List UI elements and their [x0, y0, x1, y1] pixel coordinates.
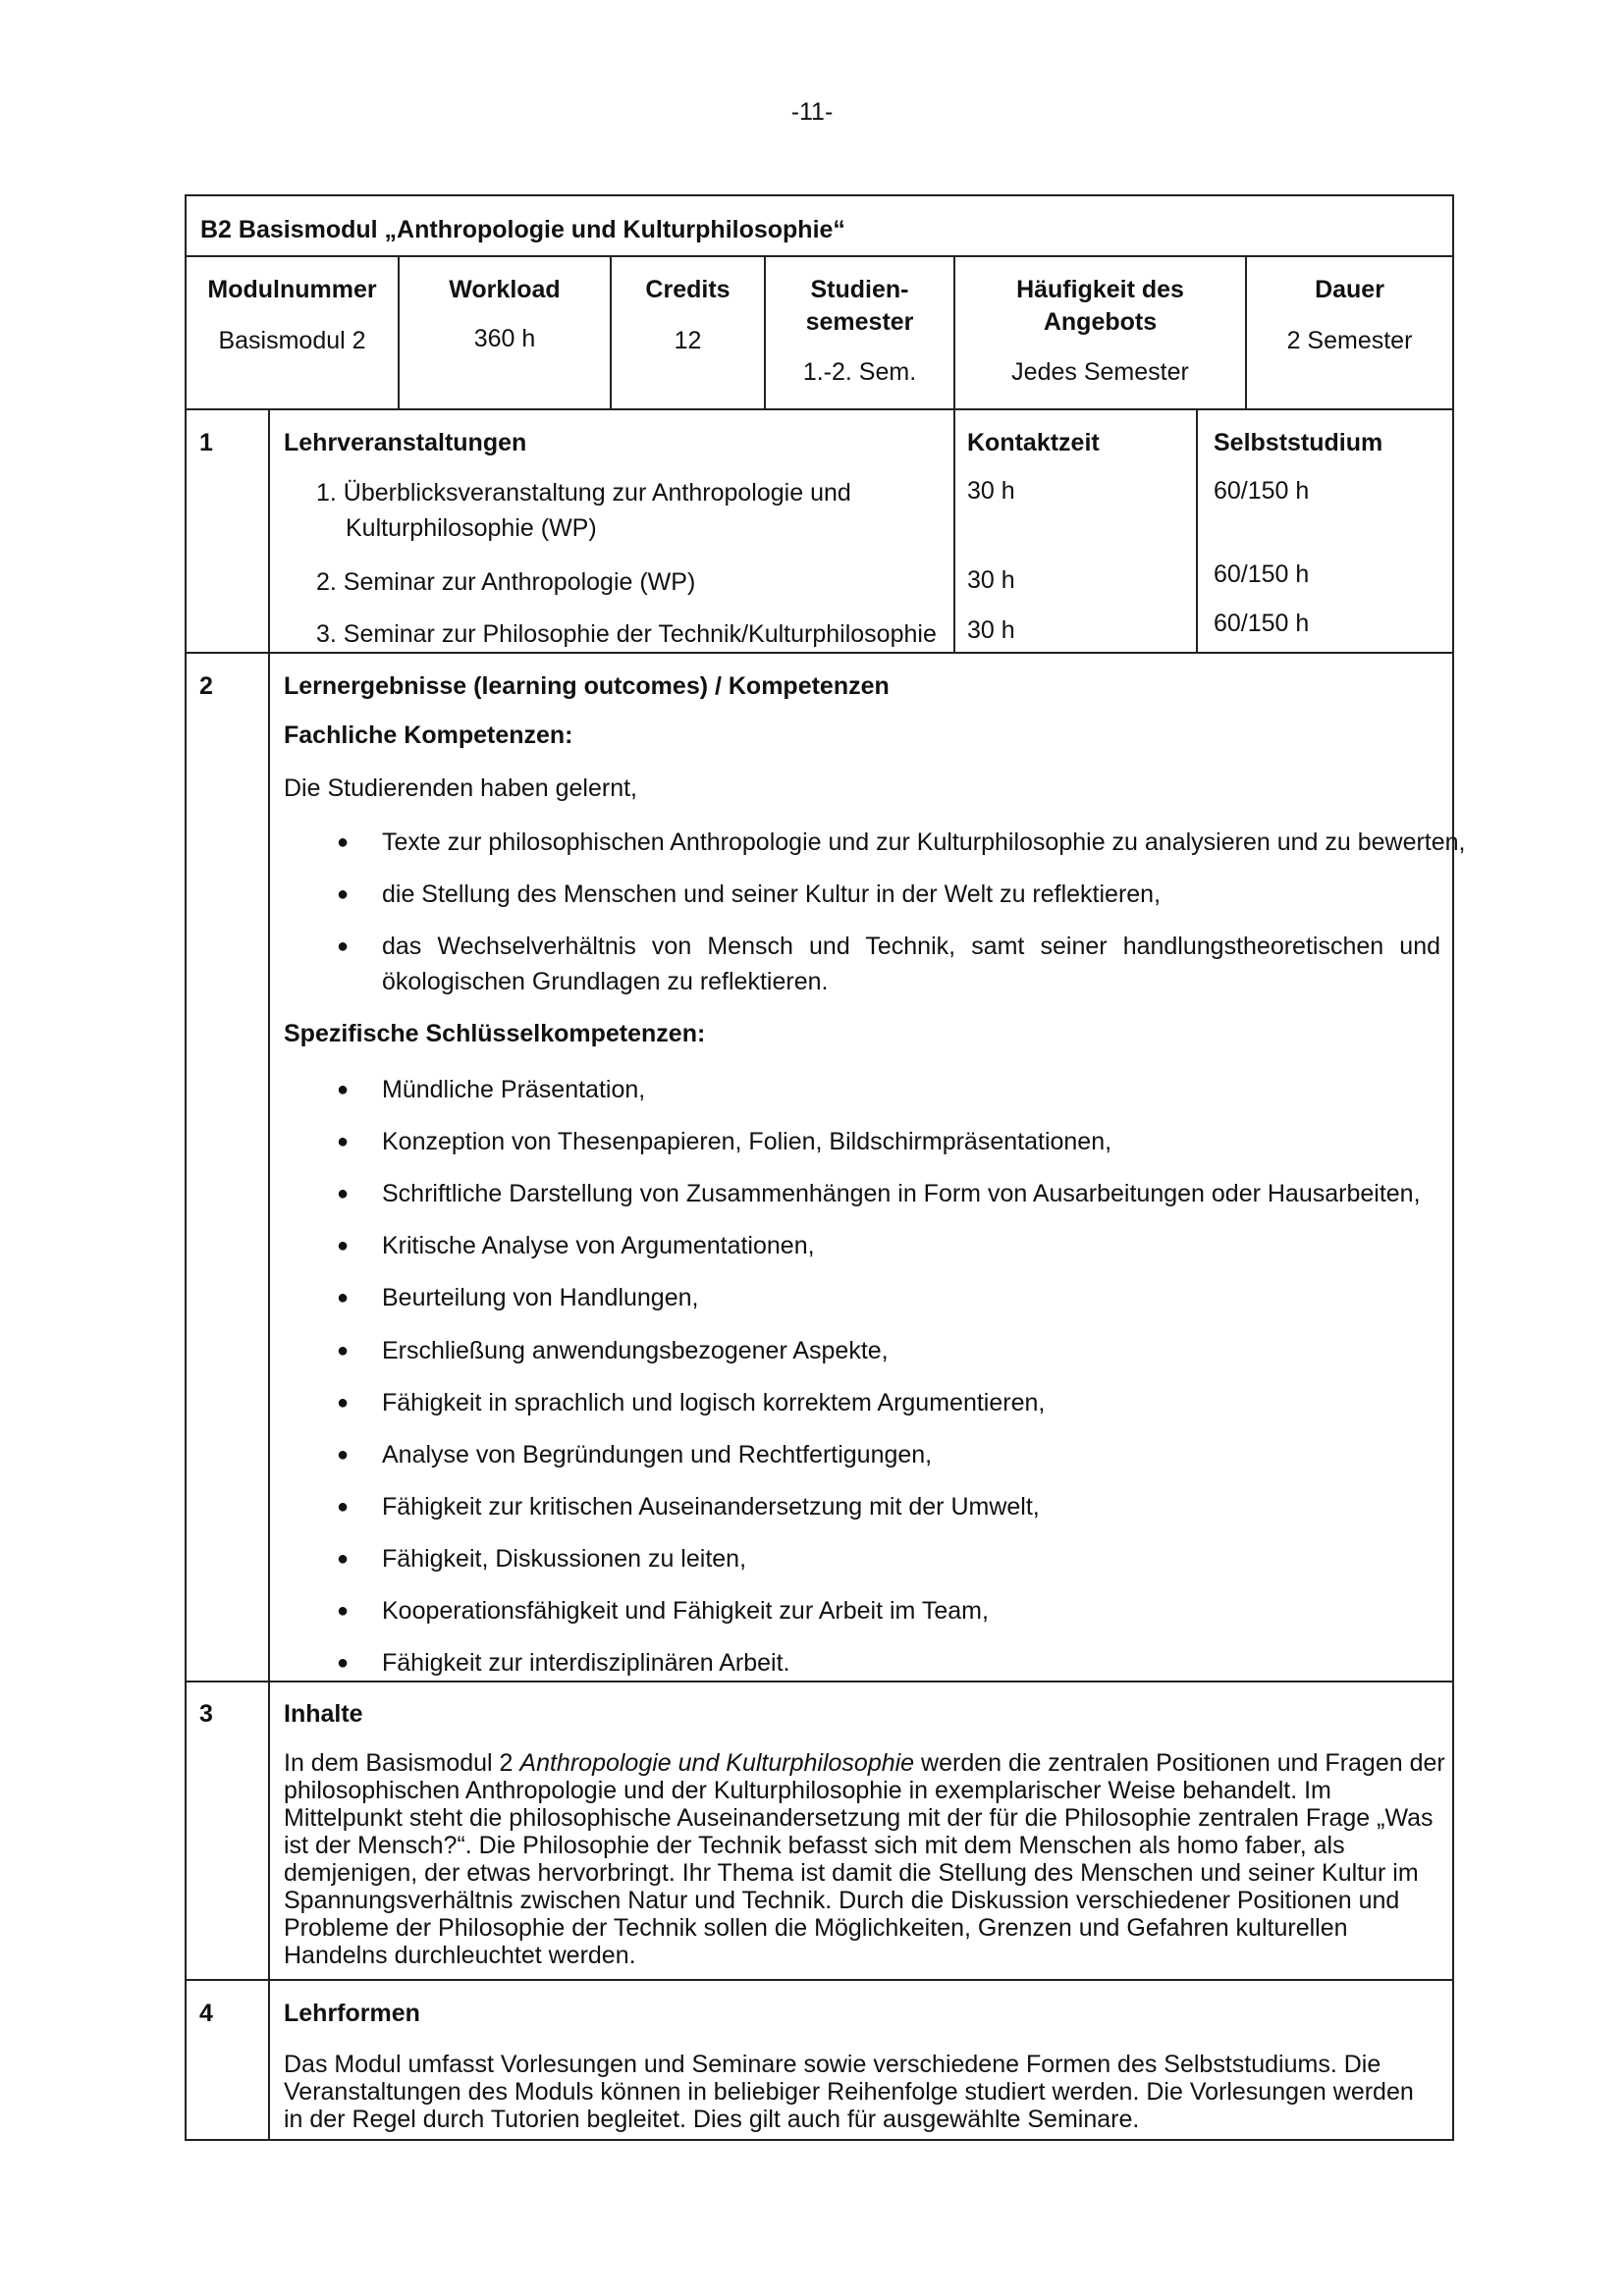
divider: [268, 408, 270, 2141]
fach-item-2: die Stellung des Menschen und seiner Kultur in der Welt zu reflektieren,: [382, 881, 1162, 908]
meta-label-dauer: Dauer: [1315, 276, 1384, 303]
course-1-self: 60/150 h: [1214, 477, 1310, 505]
course-3-contact: 30 h: [967, 616, 1015, 644]
key-competence-item: Konzeption von Thesenpapieren, Folien, Bildschirmpräsentationen,: [382, 1128, 1112, 1155]
meta-label-modulnummer: Modulnummer: [207, 276, 377, 303]
meta-label-studiensemester-1: Studien-: [810, 276, 909, 303]
course-2-line-1: 2. Seminar zur Anthropologie (WP): [316, 568, 696, 596]
meta-label-studiensemester-2: semester: [805, 308, 914, 336]
section-number-3: 3: [199, 1700, 213, 1728]
page-number: -11-: [790, 98, 834, 126]
content-text-post: werden die zentralen Positionen und Fragen der philosophischen Anthropologie und der Kulturphilosophie in exemplarischer Weise behandelt. Im Mittelpunkt steht die philosophische Auseinandersetzung mit der für die Philosophie zentralen Frage „Was ist der Mensch?“. Die Philosophie der Technik befasst sich mit dem Menschen als homo faber, als demjenigen, der etwas hervorbringt. Ihr Thema ist damit die Stellung des Menschen und seiner Kultur im Spannungsverhältnis zwischen Natur und Technik. Durch die Diskussion verschiedener Positionen und Probleme der Philosophie der Technik sollen die Möglichkeiten, Grenzen und Gefahren kulturellen Handelns durchleuchtet werden.: [284, 1749, 1445, 1969]
module-title: B2 Basismodul „Anthropologie und Kulturphilosophie“: [200, 216, 845, 243]
meta-label-credits: Credits: [645, 276, 731, 303]
key-competence-item: Beurteilung von Handlungen,: [382, 1284, 699, 1311]
meta-label-haeufigkeit-2: Angebots: [1043, 308, 1158, 336]
meta-value-studiensemester: 1.-2. Sem.: [802, 358, 917, 386]
course-3-self: 60/150 h: [1214, 610, 1310, 637]
content-text-italic: Anthropologie und Kulturphilosophie: [519, 1749, 915, 1777]
bullet-icon: ●: [337, 1600, 350, 1622]
lehrformen-paragraph: Das Modul umfasst Vorlesungen und Seminare sowie verschiedene Formen des Selbststudiums. Die Veranstaltungen des Moduls können in beliebiger Reihenfolge studiert werden. Die Vorlesungen werden in der Regel durch Tutorien begleitet. Dies gilt auch für ausgewählte Seminare.: [284, 2051, 1414, 2133]
section-number-2: 2: [199, 672, 213, 700]
divider: [185, 1681, 1454, 1682]
bullet-icon: ●: [337, 1235, 350, 1256]
bullet-icon: ●: [337, 1496, 350, 1518]
bullet-icon: ●: [337, 1444, 350, 1466]
section-heading-1: Lehrveranstaltungen: [284, 429, 527, 456]
course-1-contact: 30 h: [967, 477, 1015, 505]
divider: [185, 652, 1454, 654]
bullet-icon: ●: [337, 1548, 350, 1570]
bullet-icon: ●: [337, 1652, 350, 1674]
fach-item-3-cont: ökologischen Grundlagen zu reflektieren.: [382, 968, 829, 995]
subheading-fachliche: Fachliche Kompetenzen:: [284, 721, 573, 749]
subheading-schluessel: Spezifische Schlüsselkompetenzen:: [284, 1020, 706, 1047]
bullet-icon: ●: [337, 831, 350, 853]
course-2-contact: 30 h: [967, 566, 1015, 594]
course-1-line-1: 1. Überblicksveranstaltung zur Anthropologie und: [316, 479, 851, 507]
meta-value-haeufigkeit: Jedes Semester: [1011, 358, 1189, 386]
course-2-self: 60/150 h: [1214, 561, 1310, 588]
key-competence-item: Analyse von Begründungen und Rechtfertigungen,: [382, 1441, 933, 1468]
divider: [1196, 408, 1198, 652]
intro-text: Die Studierenden haben gelernt,: [284, 774, 637, 802]
bullet-icon: ●: [337, 935, 350, 957]
course-3-line-1: 3. Seminar zur Philosophie der Technik/Kulturphilosophie: [316, 620, 937, 648]
section-number-4: 4: [199, 2000, 213, 2027]
divider: [185, 255, 1454, 257]
key-competence-item: Fähigkeit zur kritischen Auseinandersetzung mit der Umwelt,: [382, 1493, 1040, 1521]
divider: [185, 408, 1454, 410]
key-competence-item: Erschließung anwendungsbezogener Aspekte,: [382, 1337, 889, 1364]
bullet-icon: ●: [337, 1183, 350, 1204]
bullet-icon: ●: [337, 1392, 350, 1414]
meta-label-haeufigkeit-1: Häufigkeit des: [1016, 276, 1184, 303]
bullet-icon: ●: [337, 1340, 350, 1362]
column-self-study: Selbststudium: [1214, 429, 1383, 456]
fach-item-1: Texte zur philosophischen Anthropologie und zur Kulturphilosophie zu analysieren und zu bewerten,: [382, 828, 1466, 856]
meta-label-workload: Workload: [449, 276, 561, 303]
meta-value-modulnummer: Basismodul 2: [218, 327, 366, 354]
divider: [953, 408, 955, 652]
section-heading-2: Lernergebnisse (learning outcomes) / Kompetenzen: [284, 672, 890, 700]
bullet-icon: ●: [337, 1131, 350, 1152]
key-competence-item: Schriftliche Darstellung von Zusammenhängen in Form von Ausarbeitungen oder Hausarbeiten,: [382, 1180, 1421, 1207]
bullet-icon: ●: [337, 1287, 350, 1308]
section-heading-4: Lehrformen: [284, 2000, 420, 2027]
bullet-icon: ●: [337, 1079, 350, 1100]
key-competence-item: Fähigkeit, Diskussionen zu leiten,: [382, 1545, 747, 1573]
key-competence-item: Kooperationsfähigkeit und Fähigkeit zur Arbeit im Team,: [382, 1597, 989, 1625]
key-competence-item: Fähigkeit zur interdisziplinären Arbeit.: [382, 1649, 790, 1677]
key-competence-item: Kritische Analyse von Argumentationen,: [382, 1232, 815, 1259]
section-heading-3: Inhalte: [284, 1700, 363, 1728]
meta-value-credits: 12: [674, 327, 702, 354]
meta-value-dauer: 2 Semester: [1286, 327, 1413, 354]
content-text-pre: In dem Basismodul 2: [284, 1749, 520, 1777]
course-1-line-2: Kulturphilosophie (WP): [346, 514, 597, 542]
meta-value-workload: 360 h: [473, 325, 536, 352]
divider: [185, 1979, 1454, 1981]
fach-item-3: das Wechselverhältnis von Mensch und Technik, samt seiner handlungstheoretischen und: [382, 933, 1440, 960]
key-competence-item: Mündliche Präsentation,: [382, 1076, 646, 1103]
column-contact-time: Kontaktzeit: [967, 429, 1100, 456]
key-competence-item: Fähigkeit in sprachlich und logisch korrektem Argumentieren,: [382, 1389, 1046, 1416]
content-paragraph: [284, 1749, 1447, 1969]
section-number-1: 1: [199, 429, 213, 456]
bullet-icon: ●: [337, 883, 350, 905]
